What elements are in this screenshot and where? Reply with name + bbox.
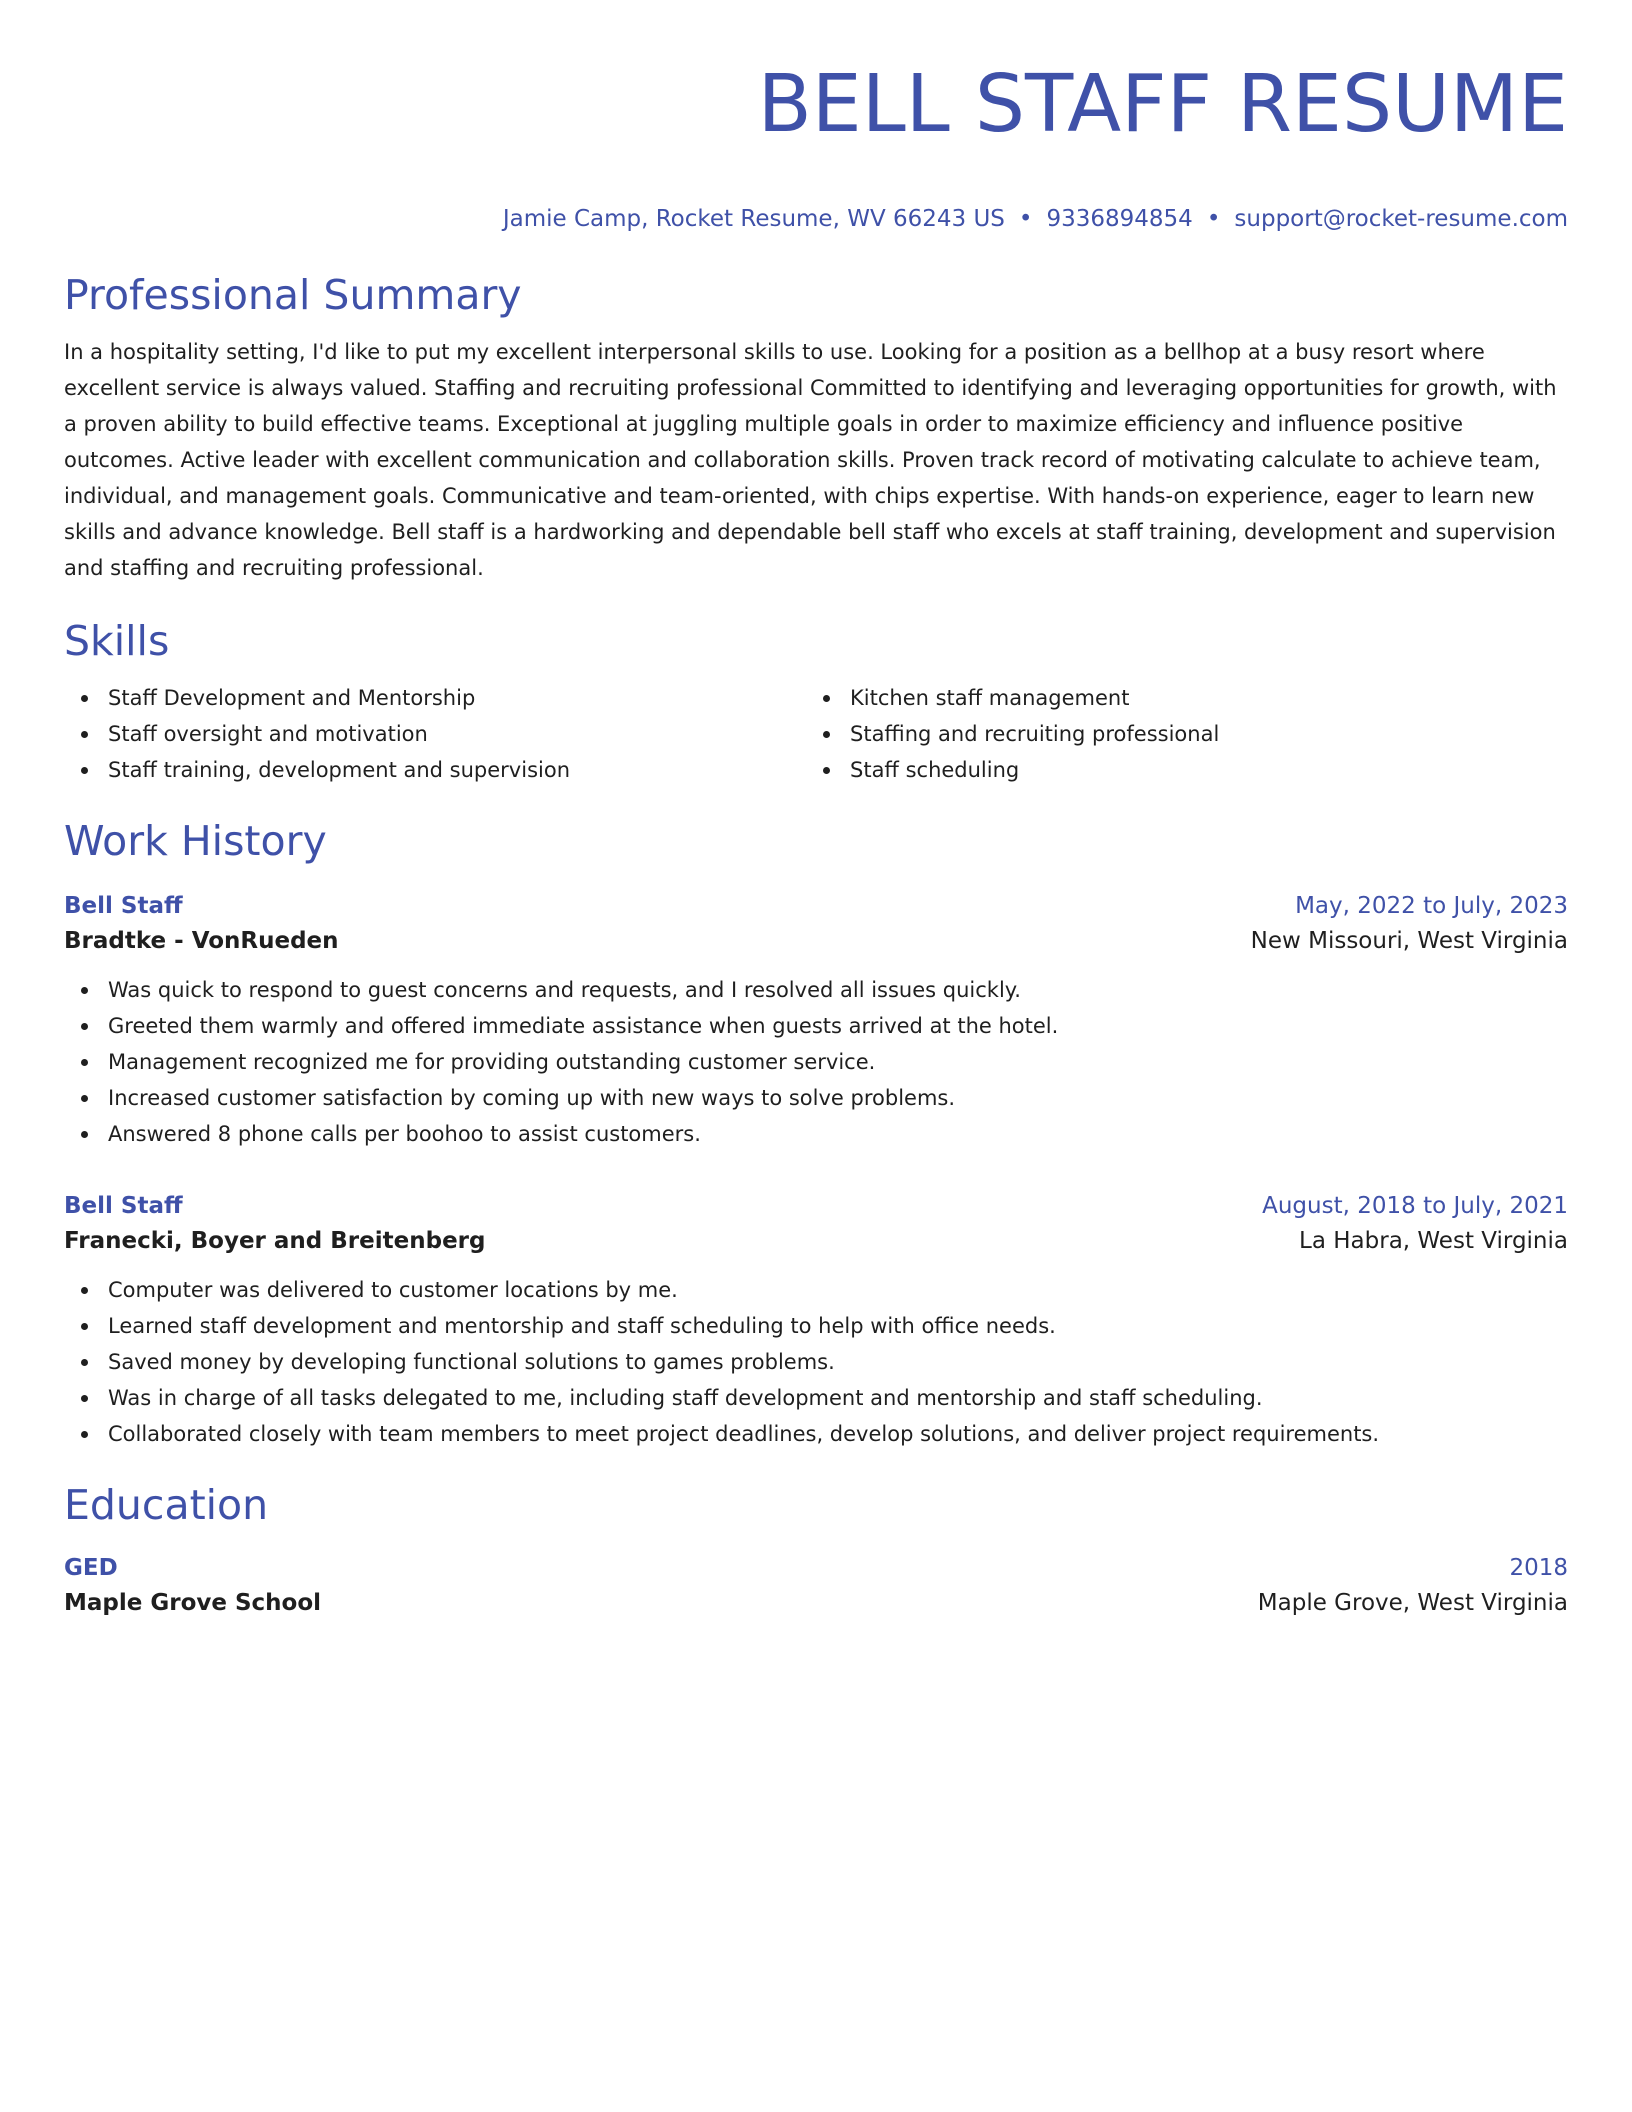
resume-header [64,0,1568,234]
job-employer: Bradtke - VonRueden [64,928,339,954]
contact-separator: • [1206,206,1221,232]
education-entry [64,1552,1568,1622]
skill-item: Kitchen staff management [806,680,1548,716]
job-location: New Missouri, West Virginia [1250,928,1568,954]
skills-heading: Skills [64,617,170,665]
education-section [64,1480,1568,1622]
duty-item: Was quick to respond to guest concerns and requests, and I resolved all issues quickly. [64,972,1568,1008]
job-employer: Franecki, Boyer and Breitenberg [64,1228,486,1254]
job-duties [64,1272,1568,1452]
contact-phone[interactable]: 9336894854 [1046,206,1193,232]
job-employer-row [64,1222,1568,1260]
education-school: Maple Grove School [64,1590,322,1616]
duty-item: Management recognized me for providing outstanding customer service. [64,1044,1568,1080]
skill-item: Staff training, development and supervision [64,752,806,788]
education-degree: GED [64,1555,118,1581]
contact-line [64,204,1568,234]
skill-item: Staff oversight and motivation [64,716,806,752]
duty-item: Learned staff development and mentorship and staff scheduling to help with office needs. [64,1308,1568,1344]
duty-item: Collaborated closely with team members to meet project deadlines, develop solutions, and deliver project requirements. [64,1416,1568,1452]
job-title: Bell Staff [64,1193,183,1219]
duty-item: Greeted them warmly and offered immediate assistance when guests arrived at the hotel. [64,1008,1568,1044]
job-dates: August, 2018 to July, 2021 [1262,1193,1568,1219]
summary-section [64,270,1568,586]
duty-item: Computer was delivered to customer locations by me. [64,1272,1568,1308]
contact-email[interactable]: support@rocket-resume.com [1234,206,1568,232]
resume-title: BELL STAFF RESUME [757,58,1568,150]
work-history-section [64,816,1568,1452]
job-title-row [64,890,1568,922]
skills-column-right [806,680,1548,788]
job-entry [64,890,1568,1152]
job-employer-row [64,922,1568,960]
work-history-heading: Work History [64,817,327,865]
skills-column-left [64,680,806,788]
summary-text: In a hospitality setting, I'd like to put my excellent interpersonal skills to use. Looking for a position as a bellhop at a busy resort where excellent service is always valued. Staffing and recruiting professional Committed to identifying and leveraging opportunities for growth, with a proven ability to build effective teams. Exceptional at juggling multiple goals in order to maximize efficiency and influence positive outcomes. Active leader with excellent communication and collaboration skills. Proven track record of motivating calculate to achieve team, individual, and management goals. Communicative and team-oriented, with chips expertise. With hands-on experience, eager to learn new skills and advance knowledge. Bell staff is a hardworking and dependable bell staff who excels at staff training, development and supervision and staffing and recruiting professional. [64,340,1557,580]
education-school-row [64,1584,1568,1622]
skill-item: Staff Development and Mentorship [64,680,806,716]
summary-heading: Professional Summary [64,271,522,319]
job-duties [64,972,1568,1152]
job-location: La Habra, West Virginia [1299,1228,1568,1254]
education-degree-row [64,1552,1568,1584]
job-dates: May, 2022 to July, 2023 [1295,893,1568,919]
job-title-row [64,1190,1568,1222]
contact-address: Jamie Camp, Rocket Resume, WV 66243 US [502,206,1005,232]
job-title: Bell Staff [64,893,183,919]
skill-item: Staffing and recruiting professional [806,716,1548,752]
duty-item: Was in charge of all tasks delegated to me, including staff development and mentorship and staff scheduling. [64,1380,1568,1416]
skills-grid [64,680,1568,788]
skills-section [64,616,1568,788]
contact-separator: • [1018,206,1033,232]
education-heading: Education [64,1481,269,1529]
duty-item: Increased customer satisfaction by coming up with new ways to solve problems. [64,1080,1568,1116]
education-year: 2018 [1509,1555,1568,1581]
duty-item: Answered 8 phone calls per boohoo to assist customers. [64,1116,1568,1152]
duty-item: Saved money by developing functional solutions to games problems. [64,1344,1568,1380]
skill-item: Staff scheduling [806,752,1548,788]
job-entry [64,1190,1568,1452]
education-location: Maple Grove, West Virginia [1257,1590,1568,1616]
